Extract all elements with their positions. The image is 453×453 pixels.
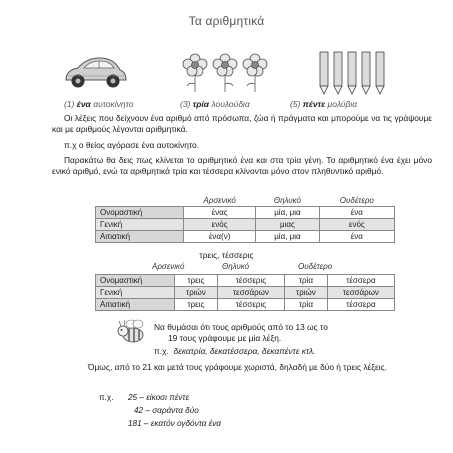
examples-prefix: π.χ. <box>99 393 114 402</box>
table-row: Γενική τριών τεσσάρων τριών τεσσάρων <box>96 287 395 299</box>
note-from-21: Όμως, από το 21 και μετά τους γράφουμε χωριστά, δηλαδή με δύο ή τρεις λέξεις. <box>88 362 387 372</box>
car-label: (1) ένα αυτοκίνητο <box>64 99 134 109</box>
pencils-label: (5) πέντε μολύβια <box>290 99 358 109</box>
example-42: 42 – σαράντα δύο <box>134 406 199 415</box>
table-row: Ονομαστική τρεις τέσσερις τρία τέσσερα <box>96 275 395 287</box>
table2-col-masculine: Αρσενικό <box>152 262 185 271</box>
table-row: Γενική ενός μιας ενός <box>96 219 395 231</box>
table2-title: τρεις, τέσσερις <box>199 250 254 260</box>
table-row: Αιτιατική ένα(ν) μία, μια ένα <box>96 231 395 243</box>
note-13-19-example: π.χ. δεκατρία, δεκατέσσερα, δεκαπέντε κτλ. <box>154 346 316 356</box>
note-13-19-line2: 19 τους γράφουμε με μία λέξη. <box>168 333 282 343</box>
note-13-19-line1: Να θυμάσαι ότι τους αριθμούς από το 13 ως το <box>154 322 328 332</box>
bee-mascot-icon <box>115 316 149 346</box>
declension-intro: Παρακάτω θα δεις πως κλίνεται το αριθμητικό ένα και στα τρία γένη. Το αριθμητικό ένα έχει μόνο ενικό αριθμό, ενώ τα αριθμητικά τρία και τέσσερα κλίνονται μόνο στον πληθυντικό αριθμό. <box>52 155 432 176</box>
flowers-icon <box>180 52 270 94</box>
col-feminine: Θηλυκό <box>273 196 301 205</box>
example-sentence: π.χ ο θείος αγόρασε ένα αυτοκίνητο. <box>64 140 200 150</box>
car-icon <box>60 52 130 94</box>
example-181: 181 – εκατόν ογδόντα ένα <box>128 419 221 428</box>
table-row: Ονομαστική ένας μία, μια ένα <box>96 207 395 219</box>
table2-col-feminine: Θηλυκό <box>222 262 250 271</box>
table2-col-neuter: Ουδέτερο <box>298 262 333 271</box>
table-row: Αιτιατική τρεις τέσσερις τρία τέσσερα <box>96 299 395 311</box>
definition-paragraph: Οι λέξεις που δείχνουν ένα αριθμό από πρόσωπα, ζώα ή πράγματα και μπορούμε να τις γράψουμε και με αριθμούς λέγονται αριθμητικά. <box>52 113 432 134</box>
page-title: Τα αριθμητικά <box>188 14 265 28</box>
table-ena <box>95 195 395 243</box>
example-25: 25 – είκοσι πέντε <box>128 393 190 402</box>
flowers-label: (3) τρία λουλούδια <box>180 99 250 109</box>
col-neuter: Ουδέτερο <box>339 196 374 205</box>
pencils-icon <box>317 50 389 96</box>
table-treis-tesseris <box>95 274 395 311</box>
col-masculine: Αρσενικό <box>203 196 236 205</box>
